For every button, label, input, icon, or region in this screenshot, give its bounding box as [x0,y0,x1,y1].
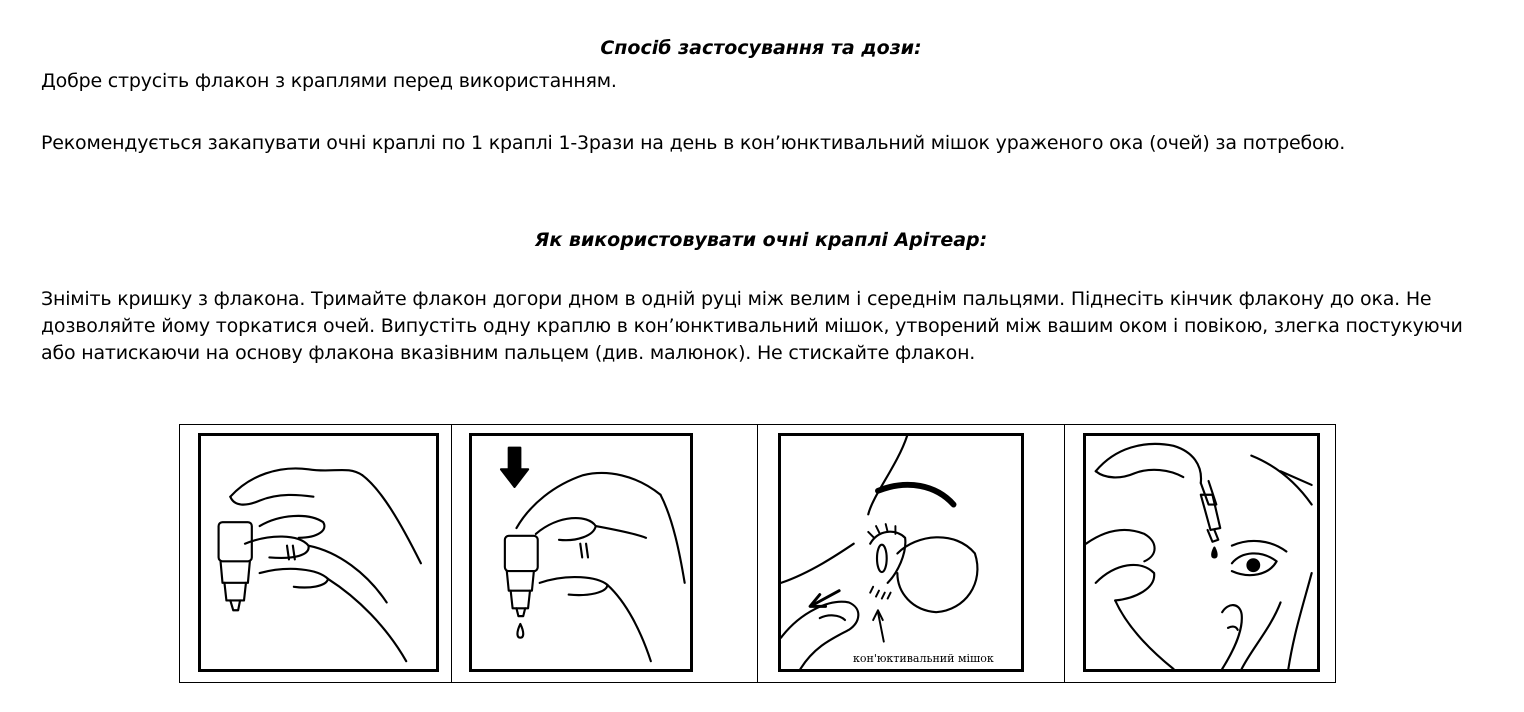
conjunctival-sac-caption: кон'юктивальний мішок [853,652,994,665]
figure-panel-1 [180,425,452,682]
instruction-figure-strip [179,424,1336,683]
figure-panel-2 [452,425,758,682]
how-to-use-heading: Як використовувати очні краплі Арітеар: [534,229,988,251]
drop-into-eye-illustration [1083,433,1320,672]
figure-panel-4 [1065,425,1335,682]
usage-steps-paragraph: Зніміть кришку з флакона. Тримайте флакон догори дном в одній руці між велим і середнім пальцями. Піднесіть кінчик флакону до ока. Не дозволяйте йому торкатися очей. Випустіть одну краплю в кон’юнктивальний мішок, утворений між вашим оком і повікою, злегка постукуючи або натискаючи на основу флакона вказівним пальцем (див. малюнок). Не стискайте флакон. [41,288,1463,364]
hand-pressing-bottle-drop-illustration [469,433,693,672]
hand-holding-bottle-illustration [198,433,439,672]
usage-heading: Спосіб застосування та дози: [600,37,922,59]
eyelid-pulled-illustration [778,433,1024,672]
figure-panel-3 [758,425,1065,682]
dosage-instruction: Рекомендується закапувати очні краплі по 1 краплі 1-3рази на день в кон’юнктивальний мішок ураженого ока (очей) за потребою. [41,132,1346,154]
arrow-down-icon [508,448,520,471]
shake-instruction: Добре струсіть флакон з краплями перед використанням. [41,70,617,92]
